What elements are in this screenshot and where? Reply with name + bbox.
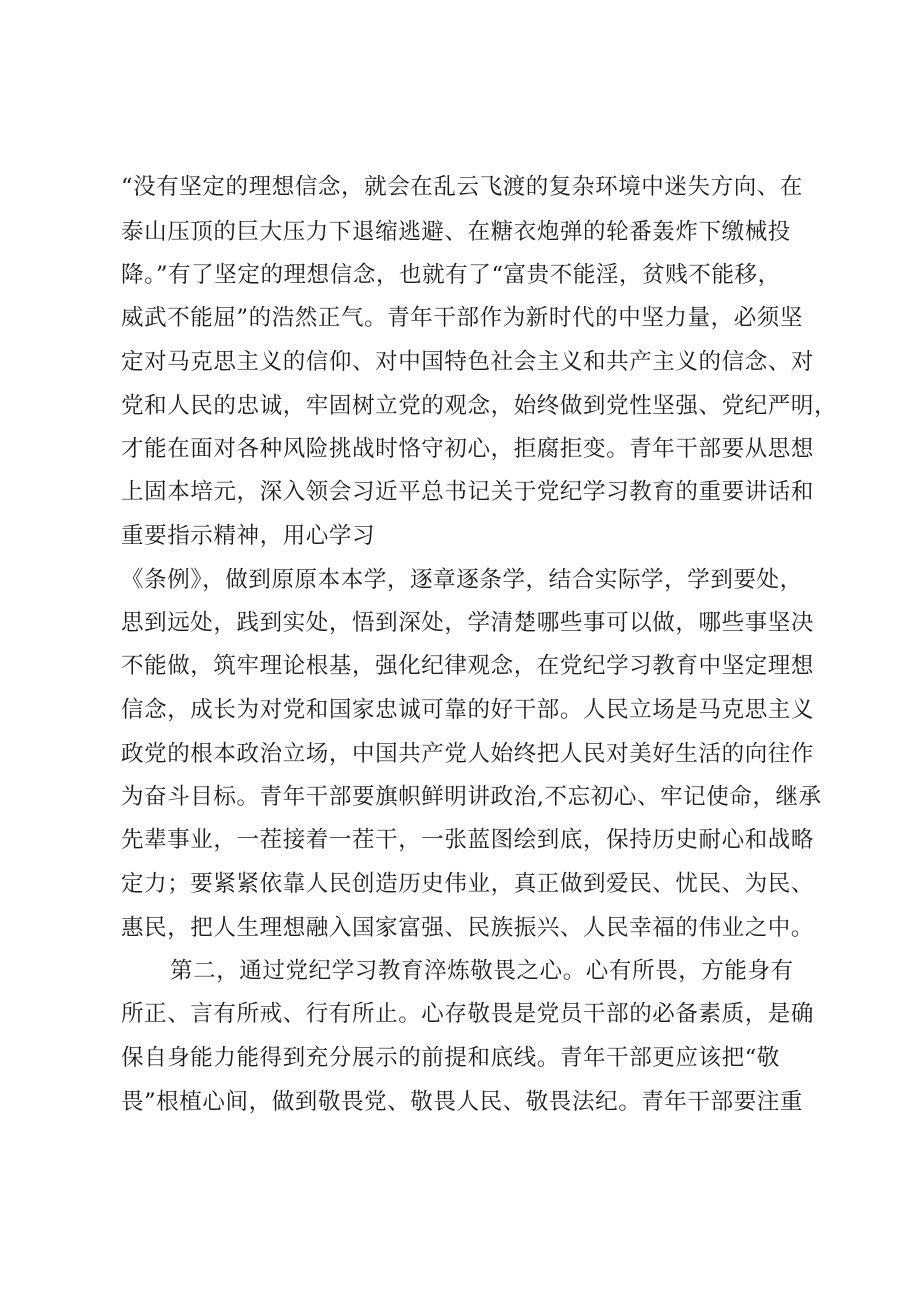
- text-line: 政党的根本政治立场，中国共产党人始终把人民对美好生活的向往作: [121, 741, 815, 767]
- text-line: 重要指示精神，用心学习: [121, 523, 376, 549]
- text-line: 降。”有了坚定的理想信念，也就有了“富贵不能淫，贫贱不能移，: [121, 262, 781, 288]
- text-line: 泰山压顶的巨大压力下退缩逃避、在糖衣炮弹的轮番轰炸下缴械投: [121, 219, 791, 245]
- text-line: 不能做，筑牢理论根基，强化纪律观念，在党纪学习教育中坚定理想: [121, 653, 815, 679]
- text-line: 信念，成长为对党和国家忠诚可靠的好干部。人民立场是马克思主义: [121, 697, 815, 723]
- text-line: 党和人民的忠诚，牢固树立党的观念，始终做到党性坚强、党纪严明，: [121, 393, 838, 419]
- text-line: 《条例》，做到原原本本学，逐章逐条学，结合实际学，学到要处，: [121, 567, 803, 593]
- text-line: 为奋斗目标。青年干部要旗帜鲜明讲政治,不忘初心、牢记使命，继承: [121, 784, 822, 810]
- text-line: 威武不能屈”的浩然正气。青年干部作为新时代的中坚力量，必须坚: [121, 305, 804, 331]
- text-line: 思到远处，践到实处，悟到深处，学清楚哪些事可以做，哪些事坚决: [121, 610, 815, 636]
- text-line: “没有坚定的理想信念，就会在乱云飞渡的复杂环境中迷失方向、在: [121, 174, 804, 200]
- text-line: 惠民，把人生理想融入国家富强、民族振兴、人民幸福的伟业之中。: [121, 915, 815, 941]
- text-line: 定力；要紧紧依靠人民创造历史伟业，真正做到爱民、忧民、为民、: [121, 871, 815, 897]
- text-line: 先辈事业，一茬接着一茬干，一张蓝图绘到底，保持历史耐心和战略: [121, 827, 815, 853]
- text-line: 才能在面对各种风险挑战时恪守初心，拒腐拒变。青年干部要从思想: [121, 436, 815, 462]
- text-line: 所正、言有所戒、行有所止。心存敬畏是党员干部的必备素质，是确: [121, 1001, 815, 1027]
- text-line: 保自身能力能得到充分展示的前提和底线。青年干部更应该把“敬: [121, 1045, 780, 1071]
- paragraph-first-line: 第二，通过党纪学习教育淬炼敬畏之心。心有所畏，方能身有: [170, 958, 794, 984]
- text-line: 畏”根植心间，做到敬畏党、敬畏人民、敬畏法纪。青年干部要注重: [121, 1089, 804, 1115]
- text-line: 定对马克思主义的信仰、对中国特色社会主义和共产主义的信念、对: [121, 349, 815, 375]
- text-line: 上固本培元，深入领会习近平总书记关于党纪学习教育的重要讲话和: [121, 479, 815, 505]
